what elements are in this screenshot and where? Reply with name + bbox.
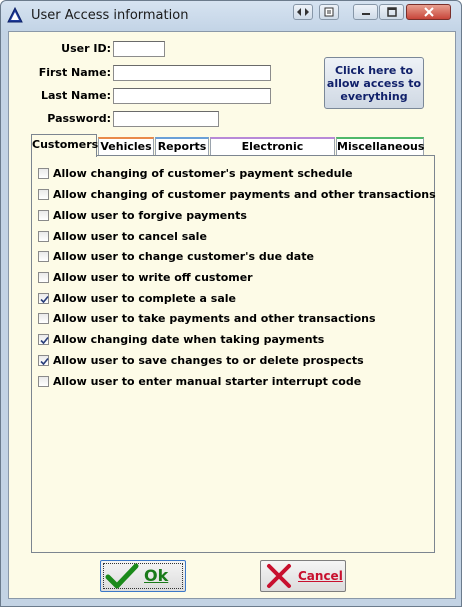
minimize-button[interactable] <box>353 4 378 20</box>
save-window-button[interactable] <box>319 4 339 20</box>
permission-label: Allow user to write off customer <box>53 271 253 284</box>
permission-checkbox[interactable] <box>38 376 49 387</box>
permission-checkbox[interactable] <box>38 210 49 221</box>
close-button[interactable] <box>406 4 451 20</box>
window-title: User Access information <box>31 8 189 23</box>
first-name-input[interactable] <box>113 65 271 81</box>
maximize-button[interactable] <box>379 4 404 20</box>
customers-tab-panel <box>31 155 435 553</box>
tab-reports[interactable]: Reports <box>155 137 209 156</box>
permission-checkbox[interactable] <box>38 272 49 283</box>
allow-all-line-2: allow access to <box>326 77 422 90</box>
close-icon <box>424 7 434 17</box>
permission-checkbox[interactable] <box>38 355 49 366</box>
permission-checkbox[interactable] <box>38 293 49 304</box>
tab-vehicles[interactable]: Vehicles <box>98 137 154 156</box>
permission-label: Allow user to save changes to or delete prospects <box>53 354 364 367</box>
tab-customers[interactable]: Customers <box>31 134 97 157</box>
allow-all-line-3: everything <box>340 90 408 103</box>
permission-label: Allow user to enter manual starter interrupt code <box>53 375 362 388</box>
permission-label: Allow user to cancel sale <box>53 230 207 243</box>
dialog-body <box>8 31 456 599</box>
ok-label: Ok <box>144 566 169 585</box>
permission-checkbox[interactable] <box>38 231 49 242</box>
permission-label: Allow user to forgive payments <box>53 209 247 222</box>
user-id-input[interactable] <box>113 41 165 57</box>
permission-label: Allow changing date when taking payments <box>53 333 325 346</box>
permission-label: Allow user to change customer's due date <box>53 250 314 263</box>
password-label: Password: <box>47 112 111 125</box>
permission-checkbox[interactable] <box>38 168 49 179</box>
nav-arrows-button[interactable] <box>293 4 313 20</box>
first-name-label: First Name: <box>38 66 111 79</box>
cancel-label: Cancel <box>298 569 343 583</box>
maximize-icon <box>387 7 397 17</box>
user-id-label: User ID: <box>61 42 111 55</box>
tab-electronic-payments[interactable]: Electronic <box>210 137 335 156</box>
permission-label: Allow changing of customer's payment schedule <box>53 167 353 180</box>
title-bar[interactable] <box>1 1 461 31</box>
password-input[interactable] <box>113 111 219 127</box>
allow-all-line-1: Click here to <box>334 64 414 77</box>
minimize-icon <box>361 7 371 17</box>
document-icon <box>324 7 334 17</box>
allow-all-access-button[interactable] <box>324 57 424 109</box>
tab-miscellaneous[interactable]: Miscellaneous <box>336 137 424 156</box>
permission-label: Allow user to take payments and other transactions <box>53 312 376 325</box>
last-name-input[interactable] <box>113 88 271 104</box>
permission-checkbox[interactable] <box>38 334 49 345</box>
permission-checkbox[interactable] <box>38 189 49 200</box>
permission-checkbox[interactable] <box>38 251 49 262</box>
ok-button[interactable] <box>100 560 186 592</box>
checkmark-icon <box>105 563 139 589</box>
permission-label: Allow user to complete a sale <box>53 292 236 305</box>
cancel-button[interactable] <box>260 560 346 592</box>
permission-label: Allow changing of customer payments and other transactions <box>53 188 436 201</box>
x-icon <box>265 563 293 589</box>
last-name-label: Last Name: <box>40 89 111 102</box>
permission-checkbox[interactable] <box>38 313 49 324</box>
app-logo-icon <box>7 7 23 23</box>
nav-arrows-icon <box>297 7 309 17</box>
